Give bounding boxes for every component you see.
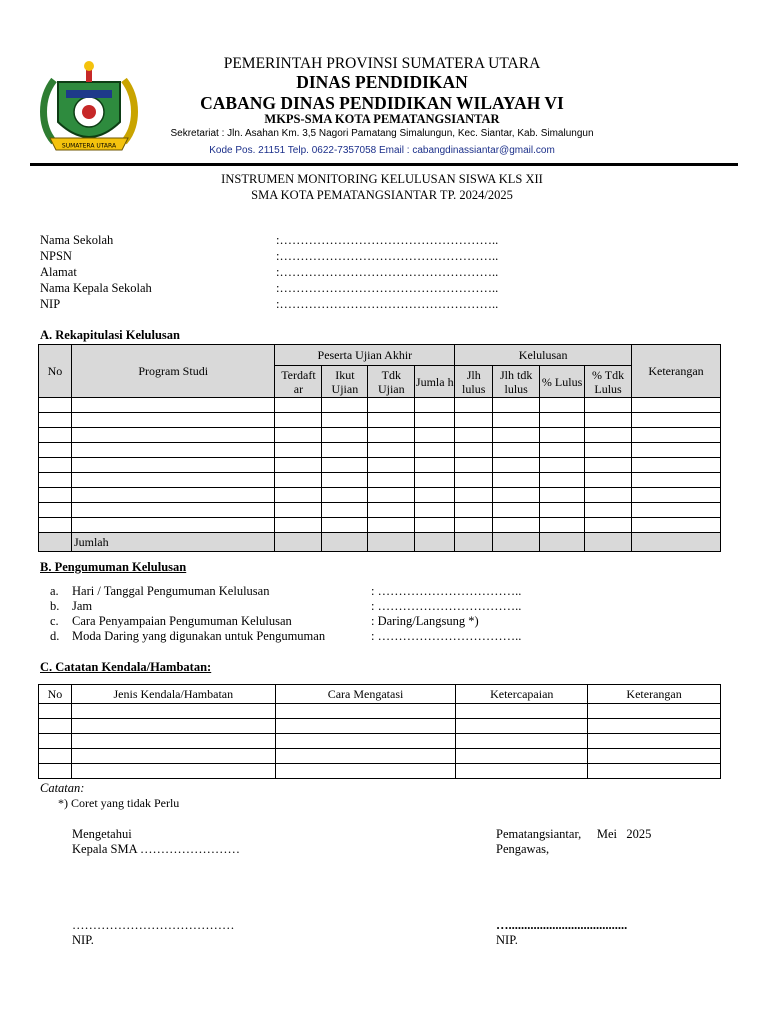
- header-address: Sekretariat : Jln. Asahan Km. 3,5 Nagori Pamatang Simalungun, Kec. Siantar, Kab. Simalungun: [170, 128, 594, 139]
- document-subtitle: SMA KOTA PEMATANGSIANTAR TP. 2024/2025: [251, 188, 513, 202]
- col-jlh-tdk-lulus: Jlh tdk lulus: [493, 366, 540, 398]
- col-jlh-lulus: Jlh lulus: [455, 366, 493, 398]
- table-row: [39, 488, 721, 503]
- item-value: : ……………………………..: [371, 599, 522, 613]
- sig-right-dots: …......................................: [496, 918, 628, 932]
- table-row: [39, 503, 721, 518]
- item-label: Moda Daring yang digunakan untuk Pengumuman: [72, 629, 326, 643]
- identity-label: Nama Sekolah: [40, 233, 114, 247]
- identity-value: :……………………………………………..: [276, 297, 499, 311]
- col-program-studi: Program Studi: [71, 345, 275, 398]
- recap-table: [38, 344, 721, 552]
- header-contact: Kode Pos. 21151 Telp. 0622-7357058 Email : cabangdinassiantar@gmail.com: [209, 145, 555, 156]
- item-value: : ……………………………..: [371, 584, 522, 598]
- section-a-title: A. Rekapitulasi Kelulusan: [40, 328, 180, 342]
- group-kelulusan: Kelulusan: [455, 345, 632, 366]
- identity-value: :……………………………………………..: [276, 249, 499, 263]
- col-ikut-ujian: Ikut Ujian: [322, 366, 368, 398]
- table-row: [39, 719, 721, 734]
- sig-left-dots: …………………………………: [72, 918, 235, 932]
- col-pct-tdk-lulus: % Tdk Lulus: [585, 366, 632, 398]
- item-letter: a.: [50, 584, 59, 598]
- identity-value: :……………………………………………..: [276, 233, 499, 247]
- table-row: [39, 458, 721, 473]
- province-logo: [36, 60, 142, 160]
- sig-left-line2: Kepala SMA ……………………: [72, 842, 241, 856]
- item-value: : Daring/Langsung *): [371, 614, 479, 628]
- group-peserta-ujian: Peserta Ujian Akhir: [275, 345, 455, 366]
- announcement-list: [50, 584, 521, 644]
- total-row: [39, 533, 721, 552]
- col-jumlah: Jumla h: [415, 366, 455, 398]
- sig-left-line1: Mengetahui: [72, 827, 132, 841]
- identity-label: Alamat: [40, 265, 77, 279]
- item-letter: d.: [50, 629, 60, 643]
- sig-left-nip: NIP.: [72, 933, 94, 947]
- col-ketercapaian: Ketercapaian: [456, 685, 588, 704]
- table-row: [39, 518, 721, 533]
- list-item: [50, 629, 521, 644]
- footnote: *) Coret yang tidak Perlu: [58, 796, 180, 810]
- table-row: [39, 443, 721, 458]
- identity-label: Nama Kepala Sekolah: [40, 281, 152, 295]
- item-letter: b.: [50, 599, 60, 613]
- table-row: [39, 428, 721, 443]
- identity-row: [40, 248, 498, 264]
- item-letter: c.: [50, 614, 59, 628]
- header-mkps: MKPS-SMA KOTA PEMATANGSIANTAR: [264, 112, 500, 126]
- section-c-title: C. Catatan Kendala/Hambatan:: [40, 660, 212, 674]
- col-keterangan: Keterangan: [632, 345, 721, 398]
- table-row: [39, 734, 721, 749]
- sig-right-nip: NIP.: [496, 933, 518, 947]
- total-label: Jumlah: [71, 533, 275, 552]
- identity-value: :……………………………………………..: [276, 281, 499, 295]
- sig-right-line1: Pematangsiantar, Mei 2025: [496, 827, 652, 841]
- item-value: : ……………………………..: [371, 629, 522, 643]
- col-no: No: [39, 345, 72, 398]
- identity-row: [40, 280, 498, 296]
- table-row: [39, 749, 721, 764]
- col-terdaftar: Terdaft ar: [275, 366, 322, 398]
- logo-ribbon-text: SUMATERA UTARA: [61, 142, 117, 150]
- item-label: Cara Penyampaian Pengumuman Kelulusan: [72, 614, 292, 628]
- col-pct-lulus: % Lulus: [540, 366, 585, 398]
- table-row: [39, 704, 721, 719]
- identity-label: NPSN: [40, 249, 72, 263]
- obstacle-table: [38, 684, 721, 779]
- document-title: INSTRUMEN MONITORING KELULUSAN SISWA KLS XII: [221, 172, 543, 186]
- header-department: DINAS PENDIDIKAN: [296, 72, 468, 92]
- school-identity: [40, 232, 498, 312]
- identity-value: :……………………………………………..: [276, 265, 499, 279]
- table-row: [39, 473, 721, 488]
- list-item: [50, 599, 521, 614]
- letterhead-divider: [30, 163, 738, 166]
- col-cara-mengatasi: Cara Mengatasi: [275, 685, 456, 704]
- col-no: No: [39, 685, 72, 704]
- table-row: [39, 764, 721, 779]
- table-row: [39, 398, 721, 413]
- header-government: PEMERINTAH PROVINSI SUMATERA UTARA: [223, 55, 541, 72]
- list-item: [50, 614, 521, 629]
- identity-label: NIP: [40, 297, 61, 311]
- identity-row: [40, 296, 498, 312]
- col-keterangan: Keterangan: [588, 685, 721, 704]
- header-branch: CABANG DINAS PENDIDIKAN WILAYAH VI: [200, 93, 564, 113]
- notes-label: Catatan:: [40, 781, 85, 795]
- identity-row: [40, 264, 498, 280]
- sig-right-line2: Pengawas,: [496, 842, 550, 856]
- item-label: Hari / Tanggal Pengumuman Kelulusan: [72, 584, 270, 598]
- item-label: Jam: [72, 599, 93, 613]
- col-tdk-ujian: Tdk Ujian: [368, 366, 415, 398]
- identity-row: [40, 232, 498, 248]
- table-row: [39, 413, 721, 428]
- list-item: [50, 584, 521, 599]
- section-b-title: B. Pengumuman Kelulusan: [40, 560, 187, 574]
- col-jenis-kendala: Jenis Kendala/Hambatan: [71, 685, 275, 704]
